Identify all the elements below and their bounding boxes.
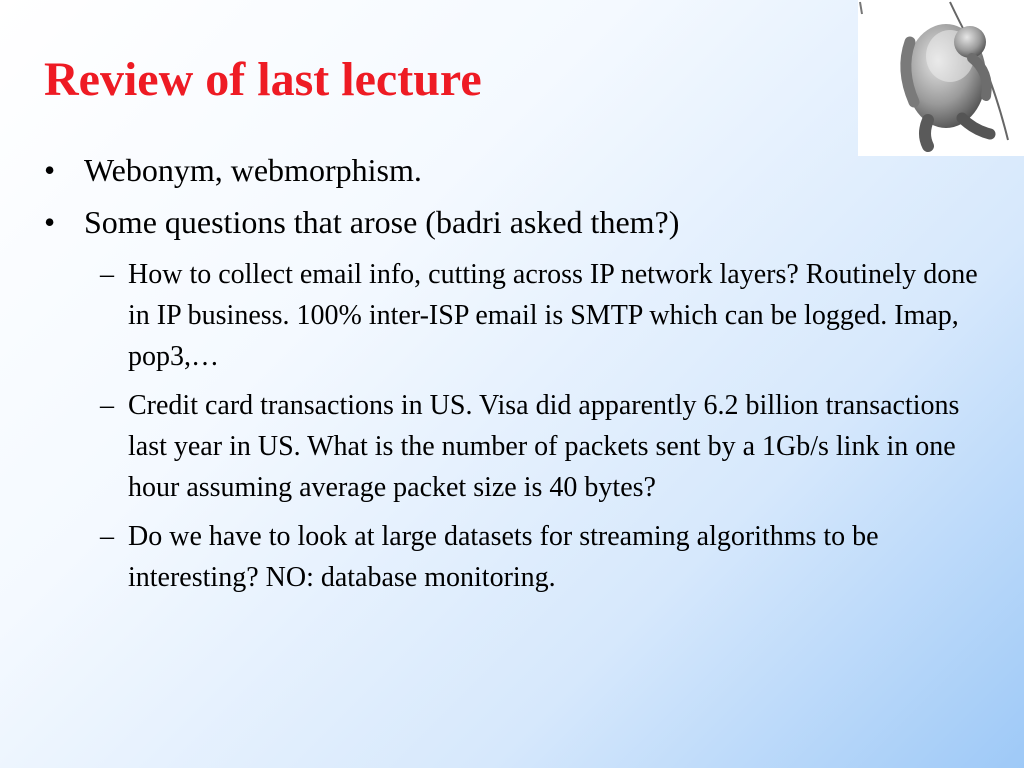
bullet-marker: • xyxy=(44,204,56,240)
sub-bullet-marker: – xyxy=(100,259,114,290)
sub-bullet-item xyxy=(44,385,988,508)
sub-bullet-text: Do we have to look at large datasets for streaming algorithms to be interesting? NO: database monitoring. xyxy=(128,521,879,593)
slide-title: Review of last lecture xyxy=(44,53,482,106)
bullet-text: Some questions that arose (badri asked them?) xyxy=(84,204,680,240)
sub-bullet-text: How to collect email info, cutting across IP network layers? Routinely done in IP business. 100% inter-ISP email is SMTP which can be logged. Imap, pop3,… xyxy=(128,259,978,372)
bullet-text: Webonym, webmorphism. xyxy=(84,152,422,188)
sub-bullet-list xyxy=(44,254,1004,598)
bullet-item xyxy=(44,150,1004,190)
sub-bullet-text: Credit card transactions in US. Visa did apparently 6.2 billion transactions last year in US. What is the number of packets sent by a 1Gb/s link in one hour assuming average packet size is 40 bytes? xyxy=(128,390,960,503)
sub-bullet-item xyxy=(44,516,988,598)
sub-bullet-marker: – xyxy=(100,521,114,552)
sub-bullet-marker: – xyxy=(100,390,114,421)
sub-bullet-item xyxy=(44,254,988,377)
bullet-item xyxy=(44,202,1004,242)
bullet-marker: • xyxy=(44,152,56,188)
slide-body xyxy=(44,150,1004,606)
climbing-figure-icon xyxy=(858,0,1024,156)
